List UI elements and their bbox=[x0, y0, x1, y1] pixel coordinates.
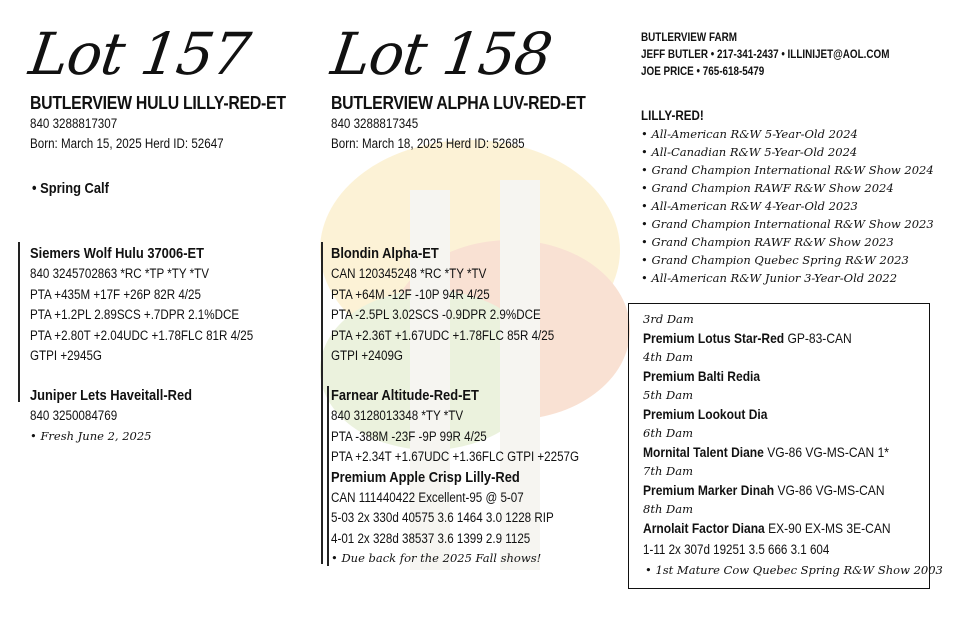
dam-entry bbox=[643, 479, 889, 501]
lot-157-info bbox=[30, 92, 321, 199]
pedigree-box bbox=[628, 303, 943, 589]
dam-label: 6th Dam bbox=[643, 426, 693, 440]
lot-158-sire-line: PTA -2.5PL 3.02SCS -0.9DPR 2.9%DCE bbox=[331, 307, 541, 322]
lot-158-registration: 840 3288817345 bbox=[331, 116, 419, 131]
dam-detail: VG-86 VG-MS-CAN bbox=[774, 482, 885, 498]
dam-entry bbox=[643, 403, 889, 425]
lot-157-sire-line: GTPI +2945G bbox=[30, 348, 102, 363]
farm-contact bbox=[641, 30, 930, 81]
dam-show-note: • 1st Mature Cow Quebec Spring R&W Show 2003 bbox=[645, 563, 943, 577]
achievement-item: • All-American R&W 4-Year-Old 2023 bbox=[641, 199, 858, 213]
lot-158-sire-line: PTA +2.36T +1.67UDC +1.78FLC 85R 4/25 bbox=[331, 327, 555, 343]
farm-name: BUTLERVIEW FARM bbox=[641, 32, 737, 44]
lot-158-animal-name: BUTLERVIEW ALPHA LUV-RED-ET bbox=[331, 93, 586, 113]
lot-157-dam-note: • Fresh June 2, 2025 bbox=[30, 428, 152, 443]
achievement-item: • All-American R&W 5-Year-Old 2024 bbox=[641, 127, 858, 141]
achievement-item: • All-Canadian R&W 5-Year-Old 2024 bbox=[641, 145, 858, 159]
dam-name: Arnolait Factor Diana bbox=[643, 520, 765, 536]
lot-158-info bbox=[331, 92, 620, 154]
dam-entry bbox=[643, 327, 889, 349]
lot-157-title: Lot 157 bbox=[25, 20, 254, 88]
lot-158-granddam-note: • Due back for the 2025 Fall shows! bbox=[331, 551, 542, 565]
dam-label: 4th Dam bbox=[643, 350, 693, 364]
lot-157-sire-line: 840 3245702863 *RC *TP *TY *TV bbox=[30, 266, 210, 281]
lot-157-sire-line: PTA +2.80T +2.04UDC +1.78FLC 81R 4/25 bbox=[30, 327, 254, 343]
lot-157-dam-registration: 840 3250084769 bbox=[30, 408, 118, 423]
lot-158-sire bbox=[331, 244, 591, 367]
dam-name: Premium Lookout Dia bbox=[643, 406, 768, 422]
dam-entry bbox=[643, 365, 889, 387]
lot-157-section bbox=[25, 20, 254, 88]
lot-158-sire-line: CAN 120345248 *RC *TY *TV bbox=[331, 266, 487, 281]
achievement-item: • Grand Champion International R&W Show 2024 bbox=[641, 163, 934, 177]
dam-entry bbox=[643, 517, 889, 539]
lot-157-dam-name: Juniper Lets Haveitall-Red bbox=[30, 387, 193, 404]
lot-157-born: Born: March 15, 2025 Herd ID: 52647 bbox=[30, 136, 224, 151]
lot-158-section bbox=[327, 20, 556, 88]
dam-name: Premium Lotus Star-Red bbox=[643, 330, 785, 346]
lot-158-sire-name: Blondin Alpha-ET bbox=[331, 245, 439, 262]
lot-158-dam-line: 840 3128013348 *TY *TV bbox=[331, 408, 464, 423]
dam-detail: EX-90 EX-MS 3E-CAN bbox=[764, 520, 891, 536]
lot-157-animal-name: BUTLERVIEW HULU LILLY-RED-ET bbox=[30, 93, 286, 113]
lot-158-dam-bar bbox=[327, 386, 329, 566]
lilly-achievements bbox=[641, 107, 934, 287]
lot-157-dam bbox=[30, 386, 218, 445]
lot-158-dam bbox=[331, 386, 619, 567]
dam-production-record: 1-11 2x 307d 19251 3.5 666 3.1 604 bbox=[643, 542, 830, 557]
lot-158-title: Lot 158 bbox=[327, 20, 556, 88]
farm-contact-jeff: JEFF BUTLER • 217-341-2437 • ILLINIJET@AOL.COM bbox=[641, 49, 890, 61]
farm-contact-joe: JOE PRICE • 765-618-5479 bbox=[641, 66, 765, 78]
lot-158-born: Born: March 18, 2025 Herd ID: 52685 bbox=[331, 136, 525, 151]
lot-157-sire-name: Siemers Wolf Hulu 37006-ET bbox=[30, 245, 204, 262]
dam-name: Premium Marker Dinah bbox=[643, 482, 775, 498]
achievement-item: • Grand Champion RAWF R&W Show 2024 bbox=[641, 181, 894, 195]
dam-label: 5th Dam bbox=[643, 388, 693, 402]
lilly-title: LILLY-RED! bbox=[641, 108, 704, 123]
dam-label: 3rd Dam bbox=[643, 312, 694, 326]
achievement-item: • All-American R&W Junior 3-Year-Old 2022 bbox=[641, 271, 898, 285]
lot-158-sire-line: GTPI +2409G bbox=[331, 348, 403, 363]
lot-158-dam-name: Farnear Altitude-Red-ET bbox=[331, 387, 479, 404]
lot-158-dam-line: PTA -388M -23F -9P 99R 4/25 bbox=[331, 428, 487, 444]
lot-157-sire bbox=[30, 244, 290, 367]
lot-157-class: • Spring Calf bbox=[32, 180, 109, 197]
dam-detail: GP-83-CAN bbox=[784, 330, 852, 346]
lot-158-pedigree-bar bbox=[321, 242, 323, 564]
lot-158-sire-line: PTA +64M -12F -10P 94R 4/25 bbox=[331, 286, 490, 302]
dam-name: Premium Balti Redia bbox=[643, 368, 761, 384]
achievement-item: • Grand Champion Quebec Spring R&W 2023 bbox=[641, 253, 909, 267]
lot-157-pedigree-bar bbox=[18, 242, 20, 402]
lot-157-sire-line: PTA +435M +17F +26P 82R 4/25 bbox=[30, 286, 201, 302]
dam-name: Mornital Talent Diane bbox=[643, 444, 764, 460]
dam-entry bbox=[643, 441, 889, 463]
lot-158-granddam-name: Premium Apple Crisp Lilly-Red bbox=[331, 468, 520, 486]
lot-158-granddam-line: CAN 111440422 Excellent-95 @ 5-07 bbox=[331, 489, 524, 505]
lot-158-dam-line: PTA +2.34T +1.67UDC +1.36FLC GTPI +2257G bbox=[331, 449, 580, 464]
lot-158-granddam-line: 5-03 2x 330d 40575 3.6 1464 3.0 1228 RIP bbox=[331, 510, 554, 525]
dam-label: 7th Dam bbox=[643, 464, 693, 478]
lot-158-granddam-line: 4-01 2x 328d 38537 3.6 1399 2.9 1125 bbox=[331, 530, 531, 546]
achievement-item: • Grand Champion RAWF R&W Show 2023 bbox=[641, 235, 894, 249]
lot-157-sire-line: PTA +1.2PL 2.89SCS +.7DPR 2.1%DCE bbox=[30, 307, 240, 322]
dam-detail: VG-86 VG-MS-CAN 1* bbox=[763, 444, 889, 460]
achievement-item: • Grand Champion International R&W Show 2023 bbox=[641, 217, 934, 231]
lot-157-registration: 840 3288817307 bbox=[30, 116, 118, 131]
dam-label: 8th Dam bbox=[643, 502, 693, 516]
